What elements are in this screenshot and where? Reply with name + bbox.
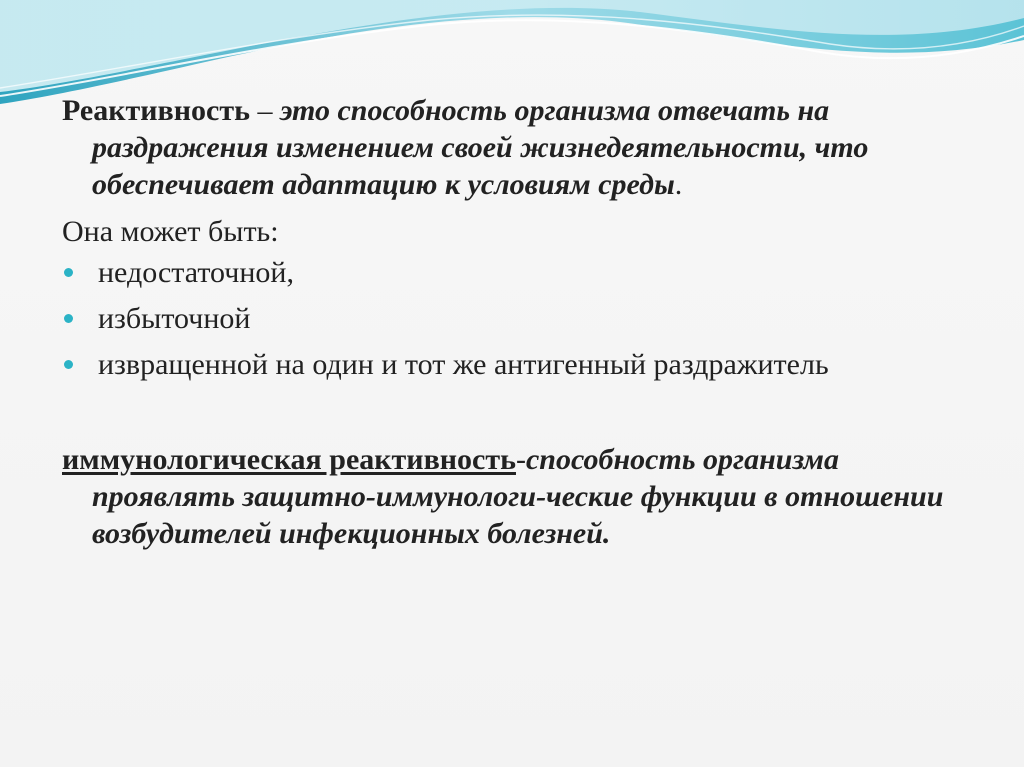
definition-period: . — [674, 168, 683, 201]
immuno-separator: - — [515, 443, 526, 476]
list-item-text: избыточной — [98, 302, 251, 335]
list-item — [62, 300, 962, 337]
bullet-dot-icon — [64, 314, 73, 323]
definition-separator: – — [249, 94, 280, 127]
definition-text: это способность организма отвечать на раздражения изменением своей жизнедеятельности, что обеспечивает адаптацию к условиям среды — [92, 94, 869, 201]
list-item — [62, 254, 962, 291]
definition-term: Реактивность — [62, 94, 250, 127]
bullet-dot-icon — [64, 360, 73, 369]
bullet-dot-icon — [64, 268, 73, 277]
list-item-text: недостаточной, — [98, 256, 294, 289]
bullet-list — [62, 254, 962, 383]
immuno-paragraph — [62, 441, 962, 552]
intro-text: Она может быть: — [62, 215, 279, 248]
list-item — [62, 346, 962, 383]
definition-paragraph — [62, 92, 962, 203]
slide-content — [62, 92, 962, 552]
immuno-text: способность организма проявлять защитно-иммунологи-ческие функции в отношении возбудителей инфекционных болезней. — [92, 443, 944, 550]
immuno-term: иммунологическая реактивность — [62, 443, 516, 476]
list-item-text: извращенной на один и тот же антигенный раздражитель — [98, 348, 829, 381]
